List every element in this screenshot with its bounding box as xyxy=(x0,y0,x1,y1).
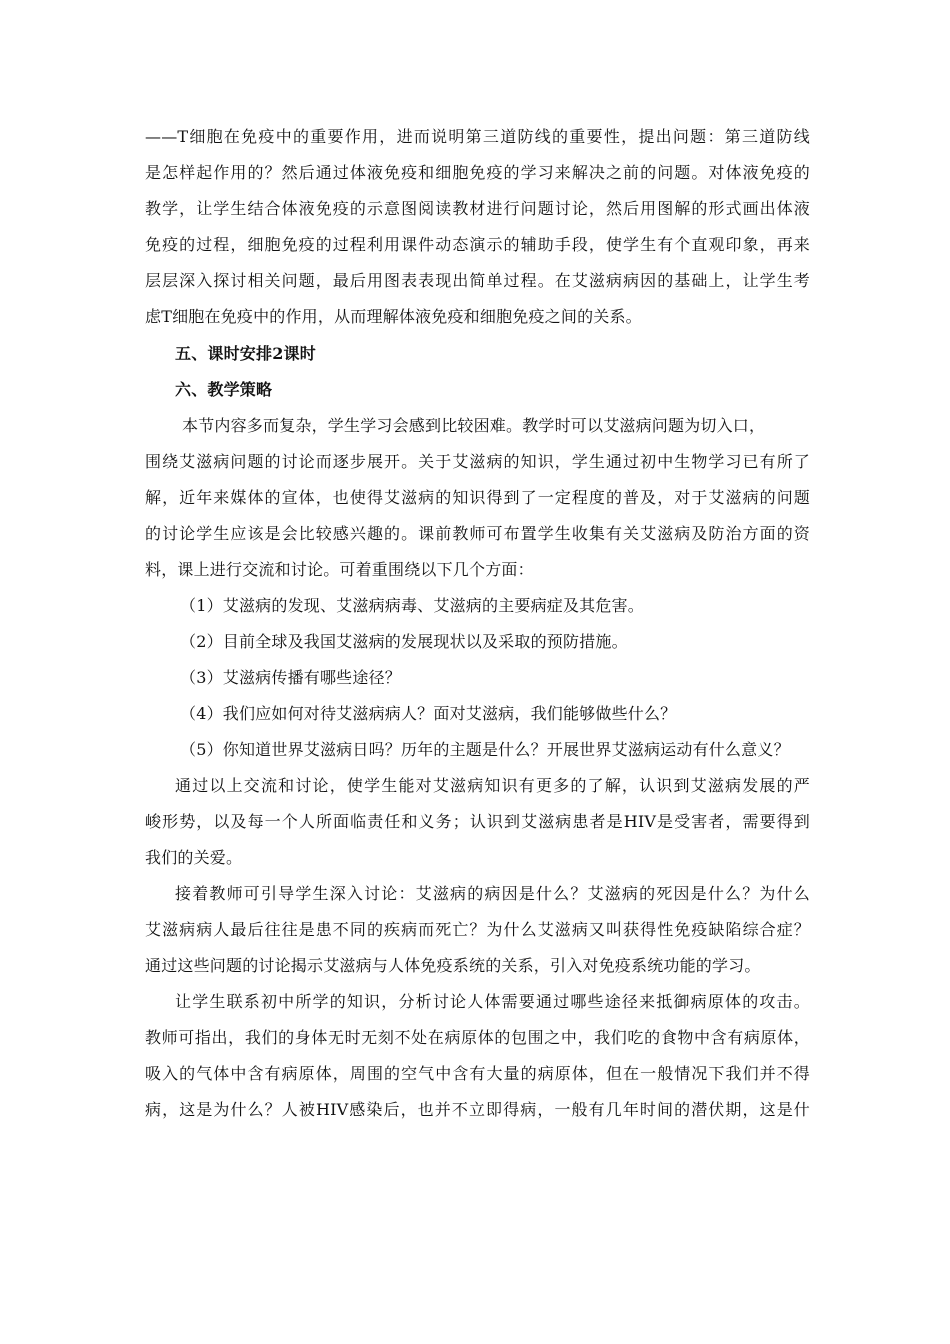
body-text-line: 解，近年来媒体的宣体，也使得艾滋病的知识得到了一定程度的普及，对于艾滋病的问题 xyxy=(145,488,810,507)
body-text-line: 免疫的过程，细胞免疫的过程利用课件动态演示的辅助手段，使学生有个直观印象，再来 xyxy=(145,235,810,254)
body-text-line: 通过这些问题的讨论揭示艾滋病与人体免疫系统的关系，引入对免疫系统功能的学习。 xyxy=(145,956,761,975)
list-item: （2）目前全球及我国艾滋病的发展现状以及采取的预防措施。 xyxy=(180,632,628,651)
body-text-line: 峻形势，以及每一个人所面临责任和义务；认识到艾滋病患者是HIV是受害者，需要得到 xyxy=(145,812,810,831)
section-heading-strategy: 六、教学策略 xyxy=(175,380,273,399)
body-text-line: 的讨论学生应该是会比较感兴趣的。课前教师可布置学生收集有关艾滋病及防治方面的资 xyxy=(145,524,810,543)
list-item: （5）你知道世界艾滋病日吗？历年的主题是什么？开展世界艾滋病运动有什么意义？ xyxy=(180,740,790,759)
body-text-line: 教师可指出，我们的身体无时无刻不处在病原体的包围之中，我们吃的食物中含有病原体， xyxy=(145,1028,810,1047)
body-text-line: 是怎样起作用的？然后通过体液免疫和细胞免疫的学习来解决之前的问题。对体液免疫的 xyxy=(145,163,810,182)
section-heading-schedule: 五、课时安排2课时 xyxy=(175,344,316,363)
body-text-line: 病，这是为什么？人被HIV感染后，也并不立即得病，一般有几年时间的潜伏期，这是什 xyxy=(145,1100,810,1119)
body-text-line: 本节内容多而复杂，学生学习会感到比较困难。教学时可以艾滋病问题为切入口， xyxy=(182,416,766,435)
list-item: （3）艾滋病传播有哪些途径？ xyxy=(180,668,401,687)
body-text-line: 通过以上交流和讨论，使学生能对艾滋病知识有更多的了解，认识到艾滋病发展的严 xyxy=(175,776,810,795)
body-text-line: 我们的关爱。 xyxy=(145,848,243,867)
body-text-line: 让学生联系初中所学的知识，分析讨论人体需要通过哪些途径来抵御病原体的攻击。 xyxy=(175,992,810,1011)
body-text-line: 围绕艾滋病问题的讨论而逐步展开。关于艾滋病的知识，学生通过初中生物学习已有所了 xyxy=(145,452,810,471)
body-text-line: 教学，让学生结合体液免疫的示意图阅读教材进行问题讨论，然后用图解的形式画出体液 xyxy=(145,199,810,218)
body-text-line: 层层深入探讨相关问题，最后用图表表现出简单过程。在艾滋病病因的基础上，让学生考 xyxy=(145,271,810,290)
body-text-line: ——T细胞在免疫中的重要作用，进而说明第三道防线的重要性，提出问题：第三道防线 xyxy=(145,127,810,146)
body-text-line: 料，课上进行交流和讨论。可着重围绕以下几个方面： xyxy=(145,560,534,579)
list-item: （1）艾滋病的发现、艾滋病病毒、艾滋病的主要病症及其危害。 xyxy=(180,596,644,615)
body-text-line: 艾滋病病人最后往往是患不同的疾病而死亡？为什么艾滋病又叫获得性免疫缺陷综合症？ xyxy=(145,920,810,939)
body-text-line: 吸入的气体中含有病原体，周围的空气中含有大量的病原体，但在一般情况下我们并不得 xyxy=(145,1064,810,1083)
body-text-line: 接着教师可引导学生深入讨论：艾滋病的病因是什么？艾滋病的死因是什么？为什么 xyxy=(175,884,810,903)
body-text-line: 虑T细胞在免疫中的作用，从而理解体液免疫和细胞免疫之间的关系。 xyxy=(145,307,642,326)
list-item: （4）我们应如何对待艾滋病病人？面对艾滋病，我们能够做些什么？ xyxy=(180,704,677,723)
